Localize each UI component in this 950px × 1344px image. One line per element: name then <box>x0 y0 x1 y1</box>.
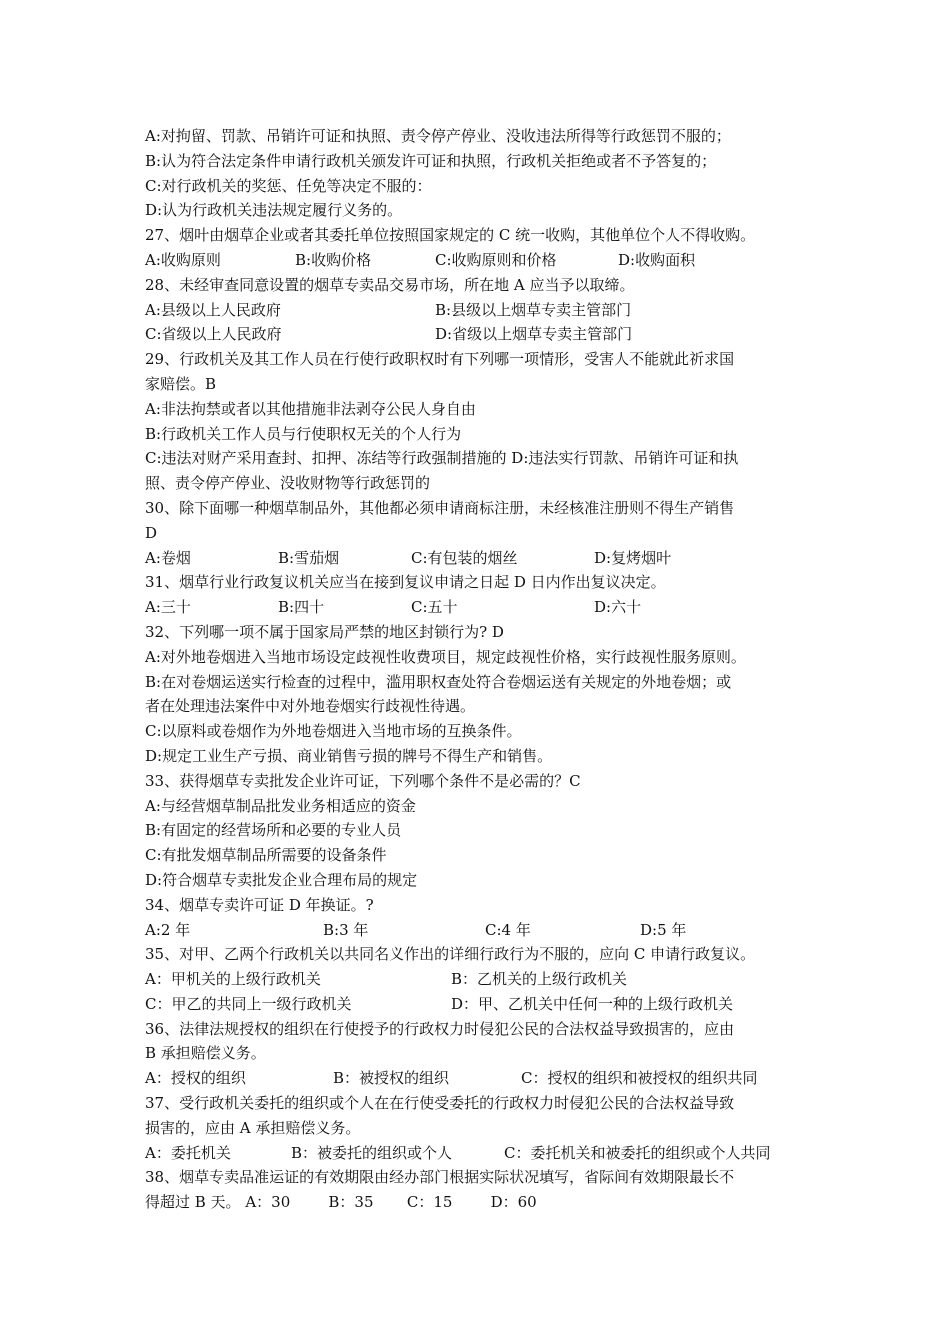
text-line: B:行政机关工作人员与行使职权无关的个人行为 <box>145 424 462 443</box>
option: A：委托机关 <box>145 1143 231 1162</box>
text-line: D:认为行政机关违法规定履行义务的。 <box>145 201 403 220</box>
text-line: A:非法拘禁或者以其他措施非法剥夺公民人身自由 <box>145 399 476 418</box>
text-line: B:在对卷烟运送实行检查的过程中，滥用职权查处符合卷烟运送有关规定的外地卷烟；或 <box>145 672 732 691</box>
question-29-cont: 家赔偿。B <box>145 374 217 393</box>
options-q37 <box>145 1141 815 1166</box>
option: A:收购原则 <box>145 250 221 269</box>
text-line: C:违法对财产采用查封、扣押、冻结等行政强制措施的 D:违法实行罚款、吊销许可证和执 <box>145 449 739 468</box>
option: B:县级以上烟草专卖主管部门 <box>435 300 632 319</box>
text-line: 照、责令停产停业、没收财物等行政惩罚的 <box>145 474 431 493</box>
option: B：被委托的组织或个人 <box>291 1143 453 1162</box>
option: C:省级以上人民政府 <box>145 325 282 344</box>
question-37-cont: 损害的，应由 A 承担赔偿义务。 <box>145 1118 361 1137</box>
text-line: D:规定工业生产亏损、商业销售亏损的牌号不得生产和销售。 <box>145 746 553 765</box>
question-33: 33、获得烟草专卖批发企业许可证，下列哪个条件不是必需的？C <box>145 771 581 790</box>
option: B：乙机关的上级行政机关 <box>451 970 628 989</box>
option: C:有包装的烟丝 <box>411 548 518 567</box>
options-q28-row1 <box>145 298 815 323</box>
question-30: 30、除下面哪一种烟草制品外，其他都必须申请商标注册，未经核准注册则不得生产销售 <box>145 498 735 517</box>
option: D:省级以上烟草专卖主管部门 <box>435 325 633 344</box>
option: B:收购价格 <box>295 250 372 269</box>
question-38-cont: 得超过 B 天。 A：30 B：35 C：15 D：60 <box>145 1193 537 1212</box>
text-line: C:对行政机关的奖惩、任免等决定不服的： <box>145 176 432 195</box>
question-31: 31、烟草行业行政复议机关应当在接到复议申请之日起 D 日内作出复议决定。 <box>145 573 666 592</box>
option: D:复烤烟叶 <box>594 548 672 567</box>
question-30-cont: D <box>145 523 158 542</box>
option: A:三十 <box>145 598 191 617</box>
text-line: B:认为符合法定条件申请行政机关颁发许可证和执照，行政机关拒绝或者不予答复的； <box>145 151 717 170</box>
question-27: 27、烟叶由烟草企业或者其委托单位按照国家规定的 C 统一收购，其他单位个人不得收购。 <box>145 226 756 245</box>
option: D：甲、乙机关中任何一种的上级行政机关 <box>451 994 734 1013</box>
option: B：被授权的组织 <box>333 1069 450 1088</box>
option: D:收购面积 <box>618 250 696 269</box>
option: C:五十 <box>411 598 458 617</box>
text-line: A:对拘留、罚款、吊销许可证和执照、责令停产停业、没收违法所得等行政惩罚不服的； <box>145 127 731 145</box>
option: C：甲乙的共同上一级行政机关 <box>145 994 352 1013</box>
options-q30 <box>145 546 815 571</box>
options-q35-row1 <box>145 967 815 992</box>
question-34: 34、烟草专卖许可证 D 年换证。? <box>145 895 374 914</box>
option: A:卷烟 <box>145 548 191 567</box>
option: A：授权的组织 <box>145 1069 246 1088</box>
option: C:收购原则和价格 <box>435 250 557 269</box>
options-q28-row2 <box>145 322 815 347</box>
text-line: C:以原料或卷烟作为外地卷烟进入当地市场的互换条件。 <box>145 722 522 741</box>
option: D:六十 <box>594 598 642 617</box>
question-36-cont: B 承担赔偿义务。 <box>145 1044 266 1063</box>
text-line: A:对外地卷烟进入当地市场设定歧视性收费项目，规定歧视性价格，实行歧视性服务原则。 <box>145 647 746 666</box>
document-body <box>145 124 815 1215</box>
options-q34 <box>145 918 815 943</box>
question-35: 35、对甲、乙两个行政机关以共同名义作出的详细行政行为不服的，应向 C 申请行政复议。 <box>145 945 756 964</box>
question-36: 36、法律法规授权的组织在行使授予的行政权力时侵犯公民的合法权益导致损害的，应由 <box>145 1019 735 1038</box>
options-q27 <box>145 248 815 273</box>
option: A:县级以上人民政府 <box>145 300 281 319</box>
option: A:2 年 <box>145 920 191 939</box>
option: B:雪茄烟 <box>278 548 340 567</box>
text-line: C:有批发烟草制品所需要的设备条件 <box>145 846 387 865</box>
option: D:5 年 <box>640 920 687 939</box>
question-29: 29、行政机关及其工作人员在行使行政职权时有下列哪一项情形，受害人不能就此祈求国 <box>145 350 735 369</box>
text-line: A:与经营烟草制品批发业务相适应的资金 <box>145 796 416 815</box>
options-q35-row2 <box>145 992 815 1017</box>
question-38: 38、烟草专卖品准运证的有效期限由经办部门根据实际状况填写，省际间有效期限最长不 <box>145 1168 735 1187</box>
question-28: 28、未经审查同意设置的烟草专卖品交易市场，所在地 A 应当予以取缔。 <box>145 275 635 294</box>
text-line: B:有固定的经营场所和必要的专业人员 <box>145 821 402 840</box>
option: C：授权的组织和被授权的组织共同 <box>521 1069 758 1088</box>
text-line: 者在处理违法案件中对外地卷烟实行歧视性待遇。 <box>145 697 476 716</box>
options-q31 <box>145 595 815 620</box>
option: A：甲机关的上级行政机关 <box>145 970 321 989</box>
option: B:3 年 <box>323 920 369 939</box>
question-37: 37、受行政机关委托的组织或个人在在行使受委托的行政权力时侵犯公民的合法权益导致 <box>145 1094 735 1113</box>
options-q36 <box>145 1066 815 1091</box>
option: C：委托机关和被委托的组织或个人共同 <box>504 1143 771 1162</box>
option: B:四十 <box>278 598 325 617</box>
text-line: D:符合烟草专卖批发企业合理布局的规定 <box>145 870 418 889</box>
question-32: 32、下列哪一项不属于国家局严禁的地区封锁行为? D <box>145 622 504 641</box>
option: C:4 年 <box>485 920 531 939</box>
